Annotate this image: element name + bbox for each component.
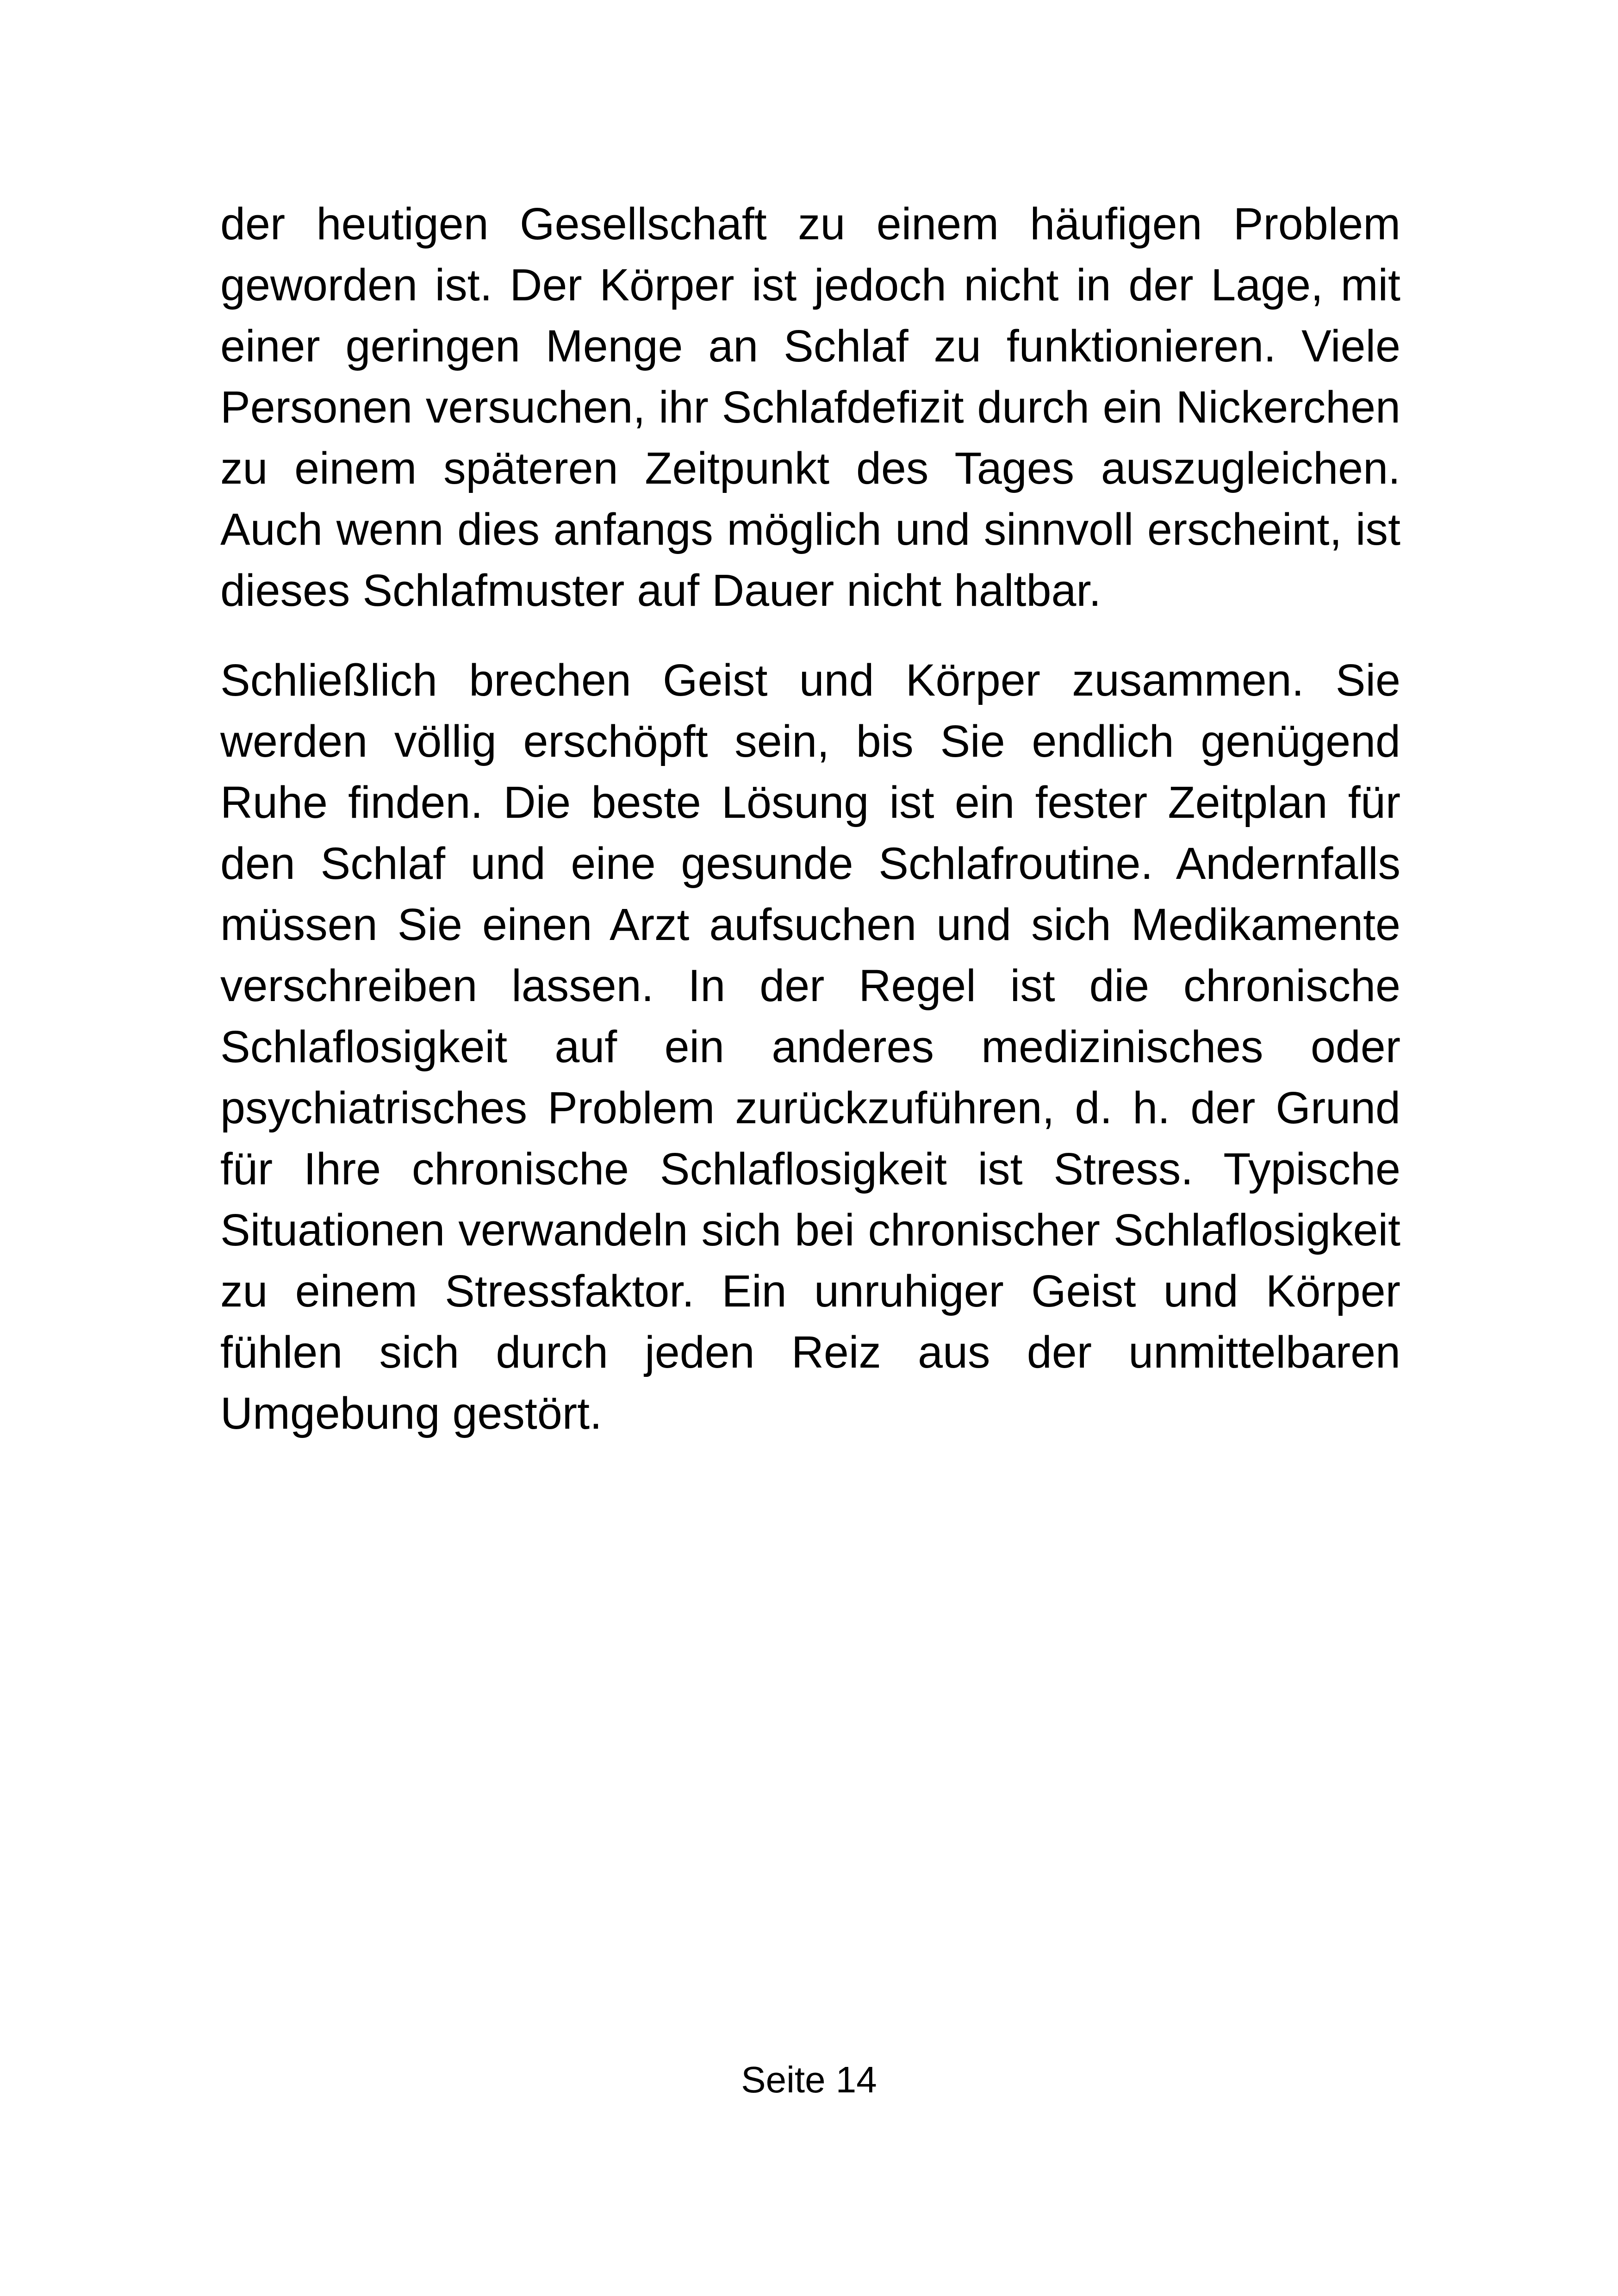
paragraph-2: Schließlich brechen Geist und Körper zusammen. Sie werden völlig erschöpft sein, bis Sie endlich genügend Ruhe finden. Die beste Lösung ist ein fester Zeitplan für den Schlaf und eine gesunde Schlafroutine. Andernfalls müssen Sie einen Arzt aufsuchen und sich Medikamente verschreiben lassen. In der Regel ist die chronische Schlaflosigkeit auf ein anderes medizinisches oder psychiatrisches Problem zurückzuführen, d. h. der Grund für Ihre chronische Schlaflosigkeit ist Stress. Typische Situationen verwandeln sich bei chronischer Schlaflosigkeit zu einem Stressfaktor. Ein unruhiger Geist und Körper fühlen sich durch jeden Reiz aus der unmittelbaren Umgebung gestört.	[220, 655, 1400, 1438]
paragraph-1: der heutigen Gesellschaft zu einem häufigen Problem geworden ist. Der Körper ist jedoch nicht in der Lage, mit einer geringen Menge an Schlaf zu funktionieren. Viele Personen versuchen, ihr Schlafdefizit durch ein Nickerchen zu einem späteren Zeitpunkt des Tages auszugleichen. Auch wenn dies anfangs möglich und sinnvoll erscheint, ist dieses Schlafmuster auf Dauer nicht haltbar.	[220, 199, 1400, 616]
body-text	[220, 193, 1400, 1444]
page-number: Seite 14	[741, 2059, 877, 2100]
